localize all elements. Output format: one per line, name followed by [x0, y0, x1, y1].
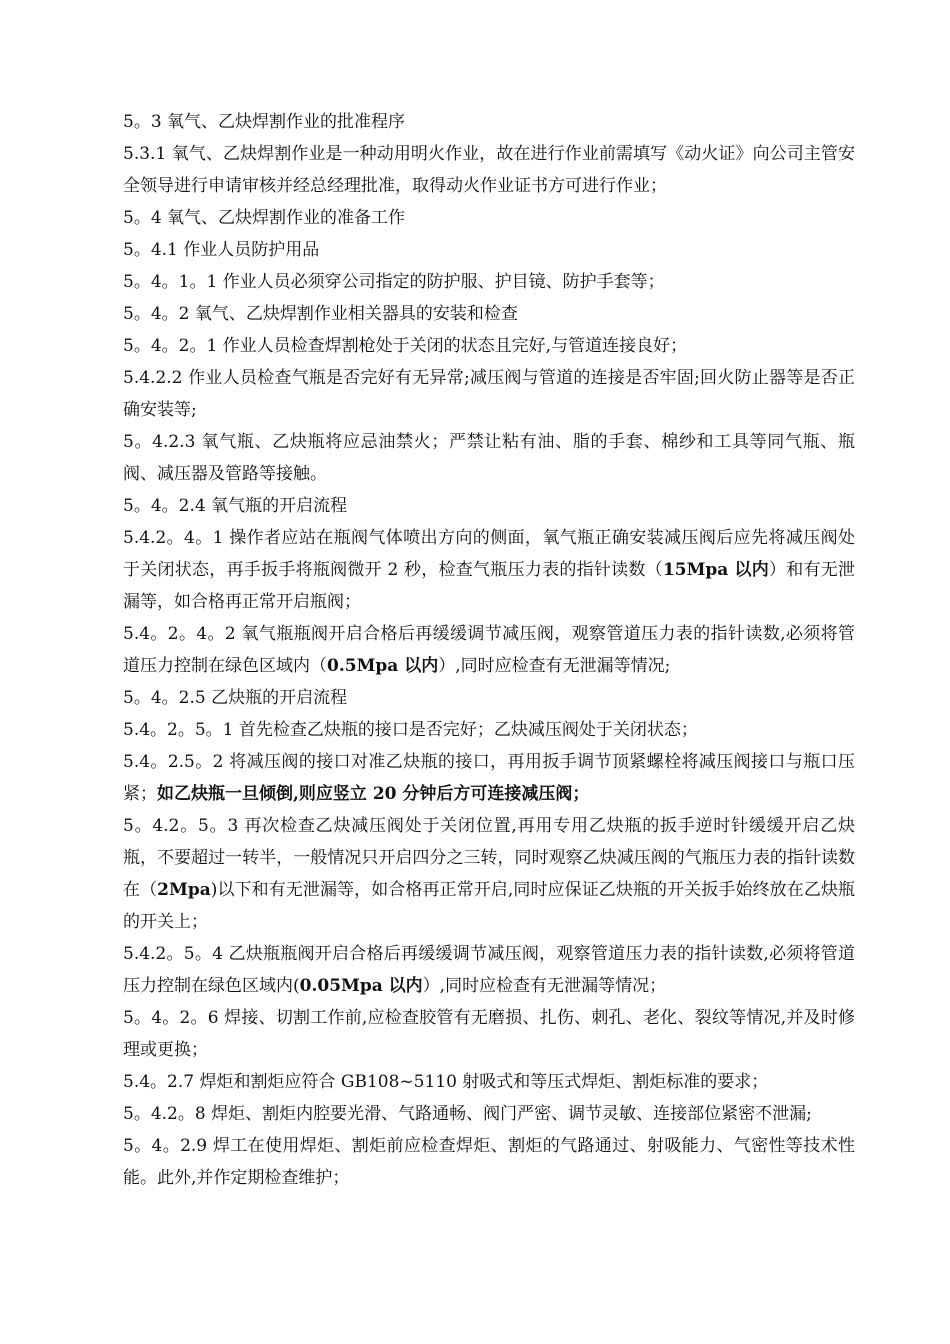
paragraph: [123, 938, 855, 1002]
paragraph: [123, 202, 855, 234]
text-segment: 5.4.2.2 作业人员检查气瓶是否完好有无异常;减压阀与管道的连接是否牢固;回火防止器等是否正确安装等;: [123, 368, 855, 420]
paragraph: [123, 362, 855, 426]
paragraph: [123, 106, 855, 138]
paragraph: [123, 1130, 855, 1194]
document-body: [123, 106, 855, 1194]
paragraph: [123, 490, 855, 522]
bold-text: 15Mpa 以内: [662, 560, 769, 580]
text-segment: 5。3 氧气、乙炔焊割作业的批准程序: [123, 112, 406, 132]
text-segment: 5.4.2。5。4 乙炔瓶瓶阀开启合格后再缓缓调节减压阀，观察管道压力表的指针读数,必须将管道压力控制在绿色区域内(: [123, 944, 855, 996]
paragraph: [123, 810, 855, 938]
text-segment: 5.4。2。4。2 氧气瓶瓶阀开启合格后再缓缓调节减压阀，观察管道压力表的指针读数,必须将管道压力控制在绿色区域内（: [123, 624, 855, 676]
bold-text: 2Mpa: [157, 880, 211, 900]
text-segment: ）,同时应检查有无泄漏等情况;: [438, 656, 671, 676]
paragraph: [123, 266, 855, 298]
text-segment: 5。4.2。5。3 再次检查乙炔减压阀处于关闭位置,再用专用乙炔瓶的扳手逆时针缓缓开启乙炔瓶，不要超过一转半，一般情况只开启四分之三转，同时观察乙炔减压阀的气瓶压力表的指针读数在（: [123, 816, 855, 900]
paragraph: [123, 330, 855, 362]
paragraph: [123, 1002, 855, 1066]
text-segment: 5.3.1 氧气、乙炔焊割作业是一种动用明火作业，故在进行作业前需填写《动火证》向公司主管安全领导进行申请审核并经总经理批准，取得动火作业证书方可进行作业；: [123, 144, 855, 196]
paragraph: [123, 138, 855, 202]
paragraph: [123, 522, 855, 618]
bold-text: 0.5Mpa 以内: [327, 656, 439, 676]
text-segment: 5。4.2。8 焊炬、割炬内腔要光滑、气路通畅、阀门严密、调节灵敏、连接部位紧密不泄漏;: [123, 1104, 812, 1124]
text-segment: 5。4.2.3 氧气瓶、乙炔瓶将应忌油禁火；严禁让粘有油、脂的手套、棉纱和工具等同气瓶、瓶阀、减压器及管路等接触。: [123, 432, 855, 484]
text-segment: 5。4。2 氧气、乙炔焊割作业相关器具的安装和检查: [123, 304, 518, 324]
paragraph: [123, 682, 855, 714]
text-segment: 5.4。2.7 焊炬和割炬应符合 GB108~5110 射吸式和等压式焊炬、割炬标准的要求；: [123, 1072, 769, 1092]
paragraph: [123, 746, 855, 810]
paragraph: [123, 1066, 855, 1098]
text-segment: 5。4。2.9 焊工在使用焊炬、割炬前应检查焊炬、割炬的气路通过、射吸能力、气密性等技术性能。此外,并作定期检查维护；: [123, 1136, 855, 1188]
text-segment: 5。4。1。1 作业人员必须穿公司指定的防护服、护目镜、防护手套等；: [123, 272, 665, 292]
text-segment: )以下和有无泄漏等，如合格再正常开启,同时应保证乙炔瓶的开关扳手始终放在乙炔瓶的开关上；: [123, 880, 855, 932]
text-segment: 5。4。2。6 焊接、切割工作前,应检查胶管有无磨损、扎伤、刺孔、老化、裂纹等情况,并及时修理或更换；: [123, 1008, 855, 1060]
text-segment: 5。4。2.5 乙炔瓶的开启流程: [123, 688, 348, 708]
text-segment: 5.4。2。5。1 首先检查乙炔瓶的接口是否完好；乙炔减压阀处于关闭状态；: [123, 720, 698, 740]
bold-text: 0.05Mpa 以内: [299, 976, 423, 996]
paragraph: [123, 618, 855, 682]
text-segment: ）,同时应检查有无泄漏等情况；: [422, 976, 667, 996]
text-segment: 5.4.2。4。1 操作者应站在瓶阀气体喷出方向的侧面，氧气瓶正确安装减压阀后应先将减压阀处于关闭状态，再手扳手将瓶阀微开 2 秒，检查气瓶压力表的指针读数（: [123, 528, 855, 580]
paragraph: [123, 1098, 855, 1130]
paragraph: [123, 714, 855, 746]
paragraph: [123, 234, 855, 266]
text-segment: 5。4。2。1 作业人员检查焊割枪处于关闭的状态且完好,与管道连接良好；: [123, 336, 688, 356]
text-segment: 5.4。2.5。2 将减压阀的接口对准乙炔瓶的接口，再用扳手调节顶紧螺栓将减压阀接口与瓶口压紧；: [123, 752, 855, 804]
text-segment: 5。4。2.4 氧气瓶的开启流程: [123, 496, 348, 516]
text-segment: ）和有无泄漏等，如合格再正常开启瓶阀；: [123, 560, 856, 612]
text-segment: 5。4 氧气、乙炔焊割作业的准备工作: [123, 208, 406, 228]
paragraph: [123, 426, 855, 490]
paragraph: [123, 298, 855, 330]
bold-text: 如乙炔瓶一旦倾倒,则应竖立 20 分钟后方可连接减压阀；: [157, 784, 590, 804]
text-segment: 5。4.1 作业人员防护用品: [123, 240, 320, 260]
